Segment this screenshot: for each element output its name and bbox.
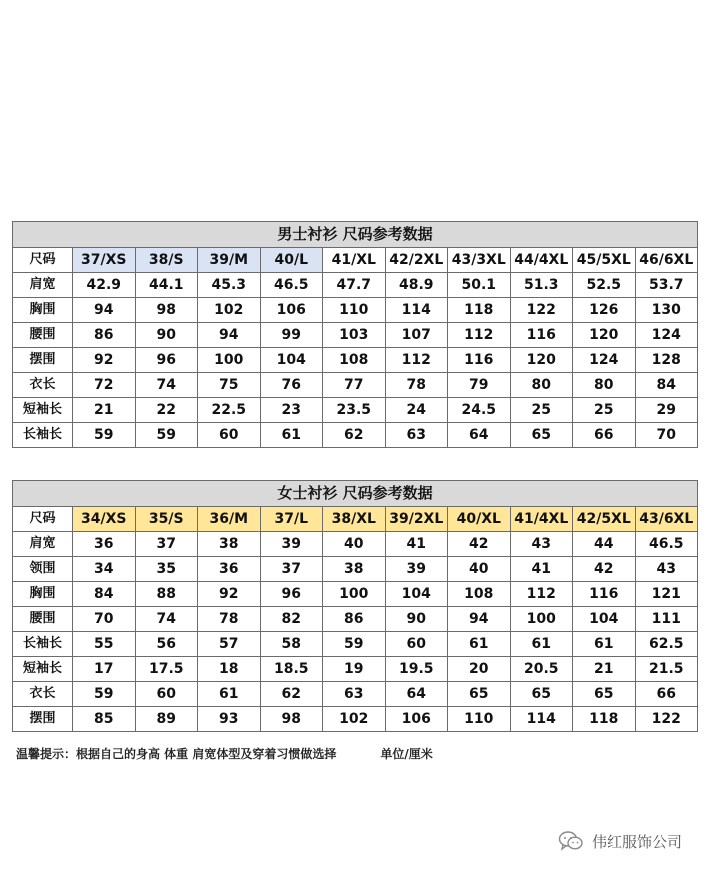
measurement-cell: 41 xyxy=(510,557,573,582)
measurement-cell: 118 xyxy=(448,298,511,323)
measurement-cell: 34 xyxy=(73,557,136,582)
measurement-cell: 63 xyxy=(323,682,386,707)
measurement-cell: 64 xyxy=(385,682,448,707)
measurement-cell: 126 xyxy=(573,298,636,323)
measurement-cell: 124 xyxy=(573,348,636,373)
measurement-cell: 114 xyxy=(510,707,573,732)
measurement-cell: 80 xyxy=(573,373,636,398)
unit-label: 单位/厘米 xyxy=(380,747,433,761)
measurement-cell: 24.5 xyxy=(448,398,511,423)
measurement-cell: 82 xyxy=(260,607,323,632)
measurement-cell: 90 xyxy=(135,323,198,348)
size-header-cell: 34/XS xyxy=(73,507,136,532)
row-label: 腰围 xyxy=(13,607,73,632)
size-header-cell: 45/5XL xyxy=(573,248,636,273)
measurement-cell: 21 xyxy=(573,657,636,682)
measurement-cell: 116 xyxy=(448,348,511,373)
footer-note xyxy=(16,745,433,762)
measurement-cell: 57 xyxy=(198,632,261,657)
measurement-cell: 124 xyxy=(635,323,698,348)
table-row xyxy=(13,582,698,607)
measurement-cell: 65 xyxy=(510,682,573,707)
size-header-cell: 37/L xyxy=(260,507,323,532)
measurement-cell: 65 xyxy=(573,682,636,707)
table-row xyxy=(13,398,698,423)
row-label: 衣长 xyxy=(13,682,73,707)
measurement-cell: 93 xyxy=(198,707,261,732)
men-size-table xyxy=(12,221,698,448)
measurement-cell: 46.5 xyxy=(635,532,698,557)
measurement-cell: 56 xyxy=(135,632,198,657)
measurement-cell: 104 xyxy=(385,582,448,607)
measurement-cell: 24 xyxy=(385,398,448,423)
row-label: 领围 xyxy=(13,557,73,582)
measurement-cell: 98 xyxy=(135,298,198,323)
measurement-cell: 59 xyxy=(73,423,136,448)
measurement-cell: 63 xyxy=(385,423,448,448)
measurement-cell: 86 xyxy=(323,607,386,632)
measurement-cell: 62 xyxy=(260,682,323,707)
size-header-cell: 36/M xyxy=(198,507,261,532)
measurement-cell: 80 xyxy=(510,373,573,398)
row-label: 胸围 xyxy=(13,582,73,607)
measurement-cell: 25 xyxy=(573,398,636,423)
measurement-cell: 18 xyxy=(198,657,261,682)
measurement-cell: 59 xyxy=(323,632,386,657)
measurement-cell: 50.1 xyxy=(448,273,511,298)
measurement-cell: 37 xyxy=(260,557,323,582)
size-header-cell: 43/6XL xyxy=(635,507,698,532)
measurement-cell: 84 xyxy=(73,582,136,607)
size-header-cell: 35/S xyxy=(135,507,198,532)
row-label: 腰围 xyxy=(13,323,73,348)
measurement-cell: 76 xyxy=(260,373,323,398)
measurement-cell: 110 xyxy=(448,707,511,732)
size-header-cell: 38/XL xyxy=(323,507,386,532)
measurement-cell: 99 xyxy=(260,323,323,348)
measurement-cell: 21.5 xyxy=(635,657,698,682)
row-label: 肩宽 xyxy=(13,532,73,557)
table-row xyxy=(13,348,698,373)
measurement-cell: 84 xyxy=(635,373,698,398)
measurement-cell: 106 xyxy=(385,707,448,732)
measurement-cell: 58 xyxy=(260,632,323,657)
measurement-cell: 118 xyxy=(573,707,636,732)
measurement-cell: 23 xyxy=(260,398,323,423)
measurement-cell: 45.3 xyxy=(198,273,261,298)
measurement-cell: 61 xyxy=(573,632,636,657)
size-header-cell: 39/2XL xyxy=(385,507,448,532)
measurement-cell: 23.5 xyxy=(323,398,386,423)
measurement-cell: 102 xyxy=(198,298,261,323)
measurement-cell: 122 xyxy=(510,298,573,323)
measurement-cell: 59 xyxy=(73,682,136,707)
measurement-cell: 60 xyxy=(385,632,448,657)
measurement-cell: 44.1 xyxy=(135,273,198,298)
measurement-cell: 102 xyxy=(323,707,386,732)
measurement-cell: 79 xyxy=(448,373,511,398)
measurement-cell: 20.5 xyxy=(510,657,573,682)
measurement-cell: 36 xyxy=(73,532,136,557)
table-row xyxy=(13,557,698,582)
row-label: 胸围 xyxy=(13,298,73,323)
table-row xyxy=(13,607,698,632)
measurement-cell: 42 xyxy=(448,532,511,557)
measurement-cell: 25 xyxy=(510,398,573,423)
measurement-cell: 106 xyxy=(260,298,323,323)
measurement-cell: 51.3 xyxy=(510,273,573,298)
men-table-title: 男士衬衫 尺码参考数据 xyxy=(13,222,698,248)
measurement-cell: 38 xyxy=(323,557,386,582)
measurement-cell: 18.5 xyxy=(260,657,323,682)
measurement-cell: 17 xyxy=(73,657,136,682)
measurement-cell: 90 xyxy=(385,607,448,632)
measurement-cell: 94 xyxy=(198,323,261,348)
measurement-cell: 42 xyxy=(573,557,636,582)
measurement-cell: 42.9 xyxy=(73,273,136,298)
measurement-cell: 104 xyxy=(260,348,323,373)
measurement-cell: 37 xyxy=(135,532,198,557)
measurement-cell: 39 xyxy=(260,532,323,557)
measurement-cell: 92 xyxy=(198,582,261,607)
measurement-cell: 88 xyxy=(135,582,198,607)
measurement-cell: 65 xyxy=(448,682,511,707)
measurement-cell: 121 xyxy=(635,582,698,607)
row-label: 衣长 xyxy=(13,373,73,398)
measurement-cell: 114 xyxy=(385,298,448,323)
size-header-cell: 42/2XL xyxy=(385,248,448,273)
measurement-cell: 43 xyxy=(510,532,573,557)
size-header-label: 尺码 xyxy=(13,248,73,273)
measurement-cell: 107 xyxy=(385,323,448,348)
table-row xyxy=(13,632,698,657)
watermark-text: 伟红服饰公司 xyxy=(592,832,683,851)
row-label: 长袖长 xyxy=(13,632,73,657)
measurement-cell: 65 xyxy=(510,423,573,448)
measurement-cell: 61 xyxy=(510,632,573,657)
measurement-cell: 19 xyxy=(323,657,386,682)
measurement-cell: 74 xyxy=(135,607,198,632)
size-header-cell: 40/XL xyxy=(448,507,511,532)
measurement-cell: 111 xyxy=(635,607,698,632)
size-header-cell: 37/XS xyxy=(73,248,136,273)
measurement-cell: 85 xyxy=(73,707,136,732)
measurement-cell: 112 xyxy=(510,582,573,607)
row-label: 长袖长 xyxy=(13,423,73,448)
measurement-cell: 66 xyxy=(635,682,698,707)
measurement-cell: 108 xyxy=(323,348,386,373)
measurement-cell: 70 xyxy=(73,607,136,632)
measurement-cell: 39 xyxy=(385,557,448,582)
size-header-cell: 44/4XL xyxy=(510,248,573,273)
table-row xyxy=(13,657,698,682)
measurement-cell: 20 xyxy=(448,657,511,682)
table-row xyxy=(13,532,698,557)
measurement-cell: 47.7 xyxy=(323,273,386,298)
measurement-cell: 19.5 xyxy=(385,657,448,682)
measurement-cell: 22 xyxy=(135,398,198,423)
measurement-cell: 128 xyxy=(635,348,698,373)
measurement-cell: 62.5 xyxy=(635,632,698,657)
women-size-table xyxy=(12,480,698,732)
size-header-cell: 42/5XL xyxy=(573,507,636,532)
sizing-tip: 温馨提示：根据自己的身高 体重 肩宽体型及穿着习惯做选择 xyxy=(16,747,337,761)
size-header-cell: 39/M xyxy=(198,248,261,273)
table-row xyxy=(13,682,698,707)
measurement-cell: 116 xyxy=(510,323,573,348)
measurement-cell: 35 xyxy=(135,557,198,582)
measurement-cell: 120 xyxy=(510,348,573,373)
measurement-cell: 78 xyxy=(198,607,261,632)
measurement-cell: 100 xyxy=(198,348,261,373)
measurement-cell: 52.5 xyxy=(573,273,636,298)
measurement-cell: 64 xyxy=(448,423,511,448)
row-label: 短袖长 xyxy=(13,398,73,423)
table-row xyxy=(13,707,698,732)
women-table-title: 女士衬衫 尺码参考数据 xyxy=(13,481,698,507)
measurement-cell: 108 xyxy=(448,582,511,607)
measurement-cell: 38 xyxy=(198,532,261,557)
measurement-cell: 112 xyxy=(448,323,511,348)
size-header-cell: 38/S xyxy=(135,248,198,273)
measurement-cell: 92 xyxy=(73,348,136,373)
measurement-cell: 60 xyxy=(198,423,261,448)
measurement-cell: 61 xyxy=(448,632,511,657)
measurement-cell: 94 xyxy=(73,298,136,323)
measurement-cell: 116 xyxy=(573,582,636,607)
size-header-cell: 40/L xyxy=(260,248,323,273)
watermark xyxy=(558,830,682,852)
measurement-cell: 100 xyxy=(323,582,386,607)
measurement-cell: 61 xyxy=(260,423,323,448)
measurement-cell: 103 xyxy=(323,323,386,348)
measurement-cell: 110 xyxy=(323,298,386,323)
measurement-cell: 44 xyxy=(573,532,636,557)
measurement-cell: 98 xyxy=(260,707,323,732)
measurement-cell: 94 xyxy=(448,607,511,632)
measurement-cell: 29 xyxy=(635,398,698,423)
measurement-cell: 130 xyxy=(635,298,698,323)
women-size-header-row xyxy=(13,507,698,532)
size-header-label: 尺码 xyxy=(13,507,73,532)
size-header-cell: 46/6XL xyxy=(635,248,698,273)
measurement-cell: 60 xyxy=(135,682,198,707)
measurement-cell: 77 xyxy=(323,373,386,398)
measurement-cell: 55 xyxy=(73,632,136,657)
measurement-cell: 70 xyxy=(635,423,698,448)
measurement-cell: 41 xyxy=(385,532,448,557)
measurement-cell: 122 xyxy=(635,707,698,732)
row-label: 短袖长 xyxy=(13,657,73,682)
size-header-cell: 43/3XL xyxy=(448,248,511,273)
measurement-cell: 74 xyxy=(135,373,198,398)
measurement-cell: 75 xyxy=(198,373,261,398)
men-size-header-row xyxy=(13,248,698,273)
size-header-cell: 41/XL xyxy=(323,248,386,273)
measurement-cell: 86 xyxy=(73,323,136,348)
measurement-cell: 112 xyxy=(385,348,448,373)
wechat-icon xyxy=(558,830,584,852)
row-label: 摆围 xyxy=(13,707,73,732)
measurement-cell: 104 xyxy=(573,607,636,632)
measurement-cell: 96 xyxy=(135,348,198,373)
measurement-cell: 48.9 xyxy=(385,273,448,298)
row-label: 摆围 xyxy=(13,348,73,373)
measurement-cell: 72 xyxy=(73,373,136,398)
measurement-cell: 96 xyxy=(260,582,323,607)
measurement-cell: 59 xyxy=(135,423,198,448)
table-row xyxy=(13,298,698,323)
row-label: 肩宽 xyxy=(13,273,73,298)
size-header-cell: 41/4XL xyxy=(510,507,573,532)
measurement-cell: 120 xyxy=(573,323,636,348)
table-row xyxy=(13,323,698,348)
measurement-cell: 17.5 xyxy=(135,657,198,682)
table-row xyxy=(13,273,698,298)
measurement-cell: 78 xyxy=(385,373,448,398)
measurement-cell: 61 xyxy=(198,682,261,707)
measurement-cell: 100 xyxy=(510,607,573,632)
measurement-cell: 36 xyxy=(198,557,261,582)
measurement-cell: 22.5 xyxy=(198,398,261,423)
measurement-cell: 40 xyxy=(323,532,386,557)
measurement-cell: 89 xyxy=(135,707,198,732)
measurement-cell: 46.5 xyxy=(260,273,323,298)
table-row xyxy=(13,373,698,398)
measurement-cell: 66 xyxy=(573,423,636,448)
measurement-cell: 62 xyxy=(323,423,386,448)
measurement-cell: 53.7 xyxy=(635,273,698,298)
measurement-cell: 21 xyxy=(73,398,136,423)
measurement-cell: 43 xyxy=(635,557,698,582)
measurement-cell: 40 xyxy=(448,557,511,582)
table-row xyxy=(13,423,698,448)
